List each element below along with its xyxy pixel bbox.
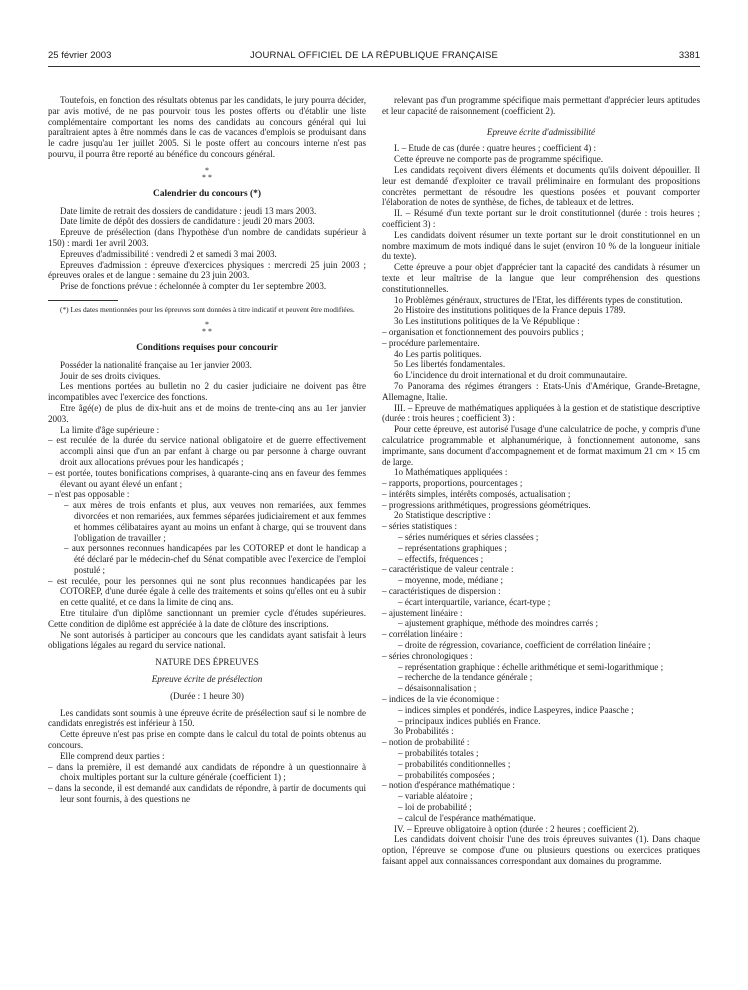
- calendar-item: Epreuves d'admission : épreuve d'exercices physiques : mercredi 25 juin 2003 ; épreuves orales et de langue : semaine du 23 juin 2003.: [48, 259, 366, 281]
- calendar-item: Epreuves d'admissibilité : vendredi 2 et samedi 3 mai 2003.: [60, 248, 277, 259]
- admissibility-heading: Epreuve écrite d'admissibilité: [486, 126, 596, 137]
- math-section: 2o Statistique descriptive :: [394, 510, 491, 521]
- math-item: – rapports, proportions, pourcentages ;: [382, 478, 523, 489]
- exam-paragraph: II. – Résumé d'un texte portant sur le droit constitutionnel (durée : trois heures ; coefficient 3) :: [382, 208, 700, 229]
- program-item: 4o Les partis politiques.: [394, 348, 482, 359]
- right-column: [382, 95, 700, 867]
- math-item: – caractéristique de valeur centrale :: [382, 564, 514, 575]
- math-subitem: – séries numériques et séries classées ;: [398, 532, 539, 543]
- duration-label: (Durée : 1 heure 30): [170, 690, 244, 701]
- exam-paragraph: Les candidats doivent choisir l'une des trois épreuves suivantes (1). Dans chaque option, l'épreuve se compose d'une ou plusieurs questions ou exercices pratiques faisant appel aux connaissances correspondant aux domaines du programme.: [382, 834, 700, 866]
- page-header: [48, 50, 700, 67]
- math-subitem: – probabilités conditionnelles ;: [398, 758, 511, 769]
- preselection-paragraph: Cette épreuve n'est pas prise en compte dans le calcul du total de points obtenus au concours.: [48, 729, 366, 751]
- math-item: – séries chronologiques :: [382, 650, 473, 661]
- program-item: 2o Histoire des institutions politiques de la France depuis 1789.: [394, 305, 626, 316]
- age-limit-item: – est portée, toutes bonifications comprises, à quarante-cinq ans en faveur des femmes élevant ou ayant élevé un enfant ;: [48, 467, 366, 489]
- math-section: 3o Probabilités :: [394, 726, 454, 737]
- conditions-heading: Conditions requises pour concourir: [136, 342, 278, 353]
- calendar-list: [48, 206, 366, 292]
- math-item: – corrélation linéaire :: [382, 629, 463, 640]
- exam-paragraph: III. – Epreuve de mathématiques appliquées à la gestion et de statistique descriptive (durée : trois heures ; coefficient 3) :: [382, 402, 700, 424]
- age-limit-subitem: – aux mères de trois enfants et plus, aux veuves non remariées, aux femmes divorcées et non remariées, aux femmes séparées judiciairement et aux femmes et hommes célibataires ayant au moins un enfant à charge, qui se trouvent dans l'obligation de travailler ;: [64, 500, 366, 543]
- math-subitem: – ajustement graphique, méthode des moindres carrés ;: [398, 618, 599, 629]
- age-limit-item: – est reculée, pour les personnes qui ne sont plus reconnues handicapées par les COTOREP, d'une durée égale à celle des traitements et soins qu'elles ont eu à subir en cette qualité, et ce dans la limite de cinq ans.: [48, 575, 366, 608]
- program-item: 7o Panorama des régimes étrangers : Etats-Unis d'Amérique, Grande-Bretagne, Allemagne, Italie.: [382, 380, 700, 402]
- math-item: – ajustement linéaire :: [382, 607, 463, 618]
- math-subitem: – variable aléatoire ;: [398, 791, 473, 802]
- condition-item: Etre âgé(e) de plus de dix-huit ans et de moins de trente-cinq ans au 1er janvier 2003.: [48, 402, 366, 424]
- age-limit-item: – n'est pas opposable :: [48, 489, 130, 500]
- separator-stars: * * *: [202, 319, 212, 336]
- condition-item: La limite d'âge supérieure :: [60, 424, 160, 435]
- page-number: 3381: [678, 50, 700, 61]
- math-subitem: – droite de régression, covariance, coefficient de corrélation linéaire ;: [398, 640, 651, 651]
- math-item: – intérêts simples, intérêts composés, actualisation ;: [382, 488, 571, 499]
- condition-item: Posséder la nationalité française au 1er janvier 2003.: [60, 359, 252, 370]
- math-item: – caractéristiques de dispersion :: [382, 586, 501, 597]
- math-subitem: – probabilités totales ;: [398, 748, 479, 759]
- program-item: 5o Les libertés fondamentales.: [394, 359, 506, 370]
- math-subitem: – calcul de l'espérance mathématique.: [398, 812, 536, 823]
- separator-stars: * * *: [202, 165, 212, 182]
- math-item: – notion d'espérance mathématique :: [382, 780, 515, 791]
- program-item: 1o Mathématiques appliquées :: [394, 467, 508, 478]
- math-subitem: – principaux indices publiés en France.: [398, 715, 541, 726]
- preselection-part: – dans la seconde, il est demandé aux candidats de répondre, à partir de documents qui leur sont fournis, à des questions ne: [48, 783, 366, 805]
- calendar-heading: Calendrier du concours (*): [153, 188, 261, 199]
- exam-paragraph: Pour cette épreuve, est autorisé l'usage d'une calculatrice de poche, y compris d'une calculatrice programmable et alphanumérique, à fonctionnement autonome, sans imprimante, sans document d'accompagnement et de format maximum 21 cm × 15 cm de large.: [382, 424, 700, 467]
- math-subitem: – indices simples et pondérés, indice Laspeyres, indice Paasche ;: [398, 704, 634, 715]
- intro-paragraph: Toutefois, en fonction des résultats obtenus par les candidats, le jury pourra décider, par avis motivé, de ne pas pourvoir tous les postes offerts ou d'établir une liste complémentaire comportant les noms des candidats au concours général qui lui paraîtraient aptes à être nommés dans le cas de vacances d'emplois se produisant dans le cadre jusqu'au 1er juillet 2005. Si le poste offert au concours interne n'est pas pourvu, il pourra être reporté au bénéfice du concours général.: [48, 95, 366, 159]
- national-service-paragraph: Ne sont autorisés à participer au concours que les candidats ayant satisfait à leurs obligations légales au regard du service national.: [48, 629, 366, 651]
- preselection-heading: Epreuve écrite de présélection: [151, 674, 263, 685]
- footnote: (*) Les dates mentionnées pour les épreuves sont données à titre indicatif et peuvent être modifiées.: [60, 304, 355, 314]
- calendar-item: Prise de fonctions prévue : échelonnée à compter du 1er septembre 2003.: [60, 281, 327, 292]
- math-subitem: – moyenne, mode, médiane ;: [398, 575, 504, 586]
- math-item: – notion de probabilité :: [382, 737, 470, 748]
- left-column: [48, 95, 366, 805]
- math-item: – indices de la vie économique :: [382, 694, 500, 705]
- condition-item: Jouir de ses droits civiques.: [60, 370, 161, 381]
- math-subitem: – désaisonnalisation ;: [398, 683, 477, 694]
- continuation-paragraph: relevant pas d'un programme spécifique mais permettant d'apprécier leurs aptitudes et leur capacité de raisonnement (coefficient 2).: [382, 95, 700, 116]
- preselection-paragraph: Elle comprend deux parties :: [60, 750, 165, 761]
- program-subitem: – organisation et fonctionnement des pouvoirs publics ;: [382, 326, 584, 337]
- exam-paragraph: Les candidats reçoivent divers éléments et documents qu'ils doivent dépouiller. Il leur est demandé d'exploiter ce travail préliminaire en formulant des propositions concrètes permettant de résoudre les questions posées et pouvant comporter l'élaboration de notes de synthèse, de fiches, de tableaux et de lettres.: [382, 164, 700, 208]
- math-subitem: – représentation graphique : échelle arithmétique et semi-logarithmique ;: [398, 661, 664, 672]
- program-item: 3o Les institutions politiques de la Ve République :: [394, 316, 580, 327]
- exam-paragraph: I. – Etude de cas (durée : quatre heures ; coefficient 4) :: [394, 143, 597, 154]
- exam-paragraph: Cette épreuve a pour objet d'apprécier tant la capacité des candidats à résumer un texte et leur maîtrise de la langue que leur compréhension des questions constitutionnelles.: [382, 262, 700, 294]
- program-subitem: – procédure parlementaire.: [382, 337, 480, 348]
- age-limit-item: – est reculée de la durée du service national obligatoire et de guerre effectivement accompli ainsi que d'un an par enfant à charge ou par personne à charge ouvrant droit aux allocations prévues pour les handicapés ;: [48, 435, 366, 467]
- math-program-list: [382, 478, 700, 824]
- age-limit-subitem: – aux personnes reconnues handicapées par les COTOREP et dont le handicap a été déclaré par le médecin-chef du Sénat compatible avec l'exercice de l'emploi postulé ;: [64, 543, 366, 575]
- math-subitem: – probabilités composées ;: [398, 769, 495, 780]
- calendar-item: Date limite de dépôt des dossiers de candidature : jeudi 20 mars 2003.: [60, 216, 315, 227]
- math-subitem: – effectifs, fréquences ;: [398, 553, 484, 564]
- calendar-item: Date limite de retrait des dossiers de candidature : jeudi 13 mars 2003.: [60, 205, 317, 216]
- preselection-paragraph: Les candidats sont soumis à une épreuve écrite de présélection sauf si le nombre de candidats enregistrés est inférieur à 150.: [48, 707, 366, 729]
- nature-heading: NATURE DES ÉPREUVES: [155, 657, 259, 668]
- program-item: 1o Problèmes généraux, structures de l'Etat, les différents types de constitution.: [394, 294, 683, 305]
- diploma-paragraph: Etre titulaire d'un diplôme sanctionnant un premier cycle d'études supérieures. Cette condition de diplôme est appréciée à la date de clôture des inscriptions.: [48, 608, 366, 629]
- math-item: – séries statistiques :: [382, 521, 458, 532]
- calendar-item: Epreuve de présélection (dans l'hypothèse d'un nombre de candidats supérieur à 150) : mardi 1er avril 2003.: [48, 227, 366, 248]
- preselection-part: – dans la première, il est demandé aux candidats de répondre à un questionnaire à choix multiples portant sur la culture générale (coefficient 1) ;: [48, 761, 366, 783]
- footnote-rule: [48, 300, 118, 301]
- math-subitem: – écart interquartile, variance, écart-type ;: [398, 596, 551, 607]
- exam-paragraph: Cette épreuve ne comporte pas de programme spécifique.: [394, 154, 604, 165]
- age-limit-list: [48, 435, 366, 608]
- math-subitem: – représentations graphiques ;: [398, 542, 507, 553]
- exam-paragraph: IV. – Epreuve obligatoire à option (durée : 2 heures ; coefficient 2).: [394, 823, 639, 834]
- math-subitem: – recherche de la tendance générale ;: [398, 672, 533, 683]
- exam-paragraph: Les candidats doivent résumer un texte portant sur le droit constitutionnel en un nombre maximum de mots indiqué dans le sujet (environ 10 % de la longueur initiale du texte).: [382, 229, 700, 262]
- header-date: 25 février 2003: [48, 50, 112, 61]
- journal-title: JOURNAL OFFICIEL DE LA RÉPUBLIQUE FRANÇAISE: [249, 50, 499, 61]
- math-subitem: – loi de probabilité ;: [398, 802, 472, 812]
- conditions-list: [48, 360, 366, 436]
- program-item: 6o L'incidence du droit international et du droit communautaire.: [394, 370, 628, 381]
- math-item: – progressions arithmétiques, progressions géométriques.: [382, 499, 591, 510]
- condition-item: Les mentions portées au bulletin no 2 du casier judiciaire ne doivent pas être incompatibles avec l'exercice des fonctions.: [48, 381, 366, 403]
